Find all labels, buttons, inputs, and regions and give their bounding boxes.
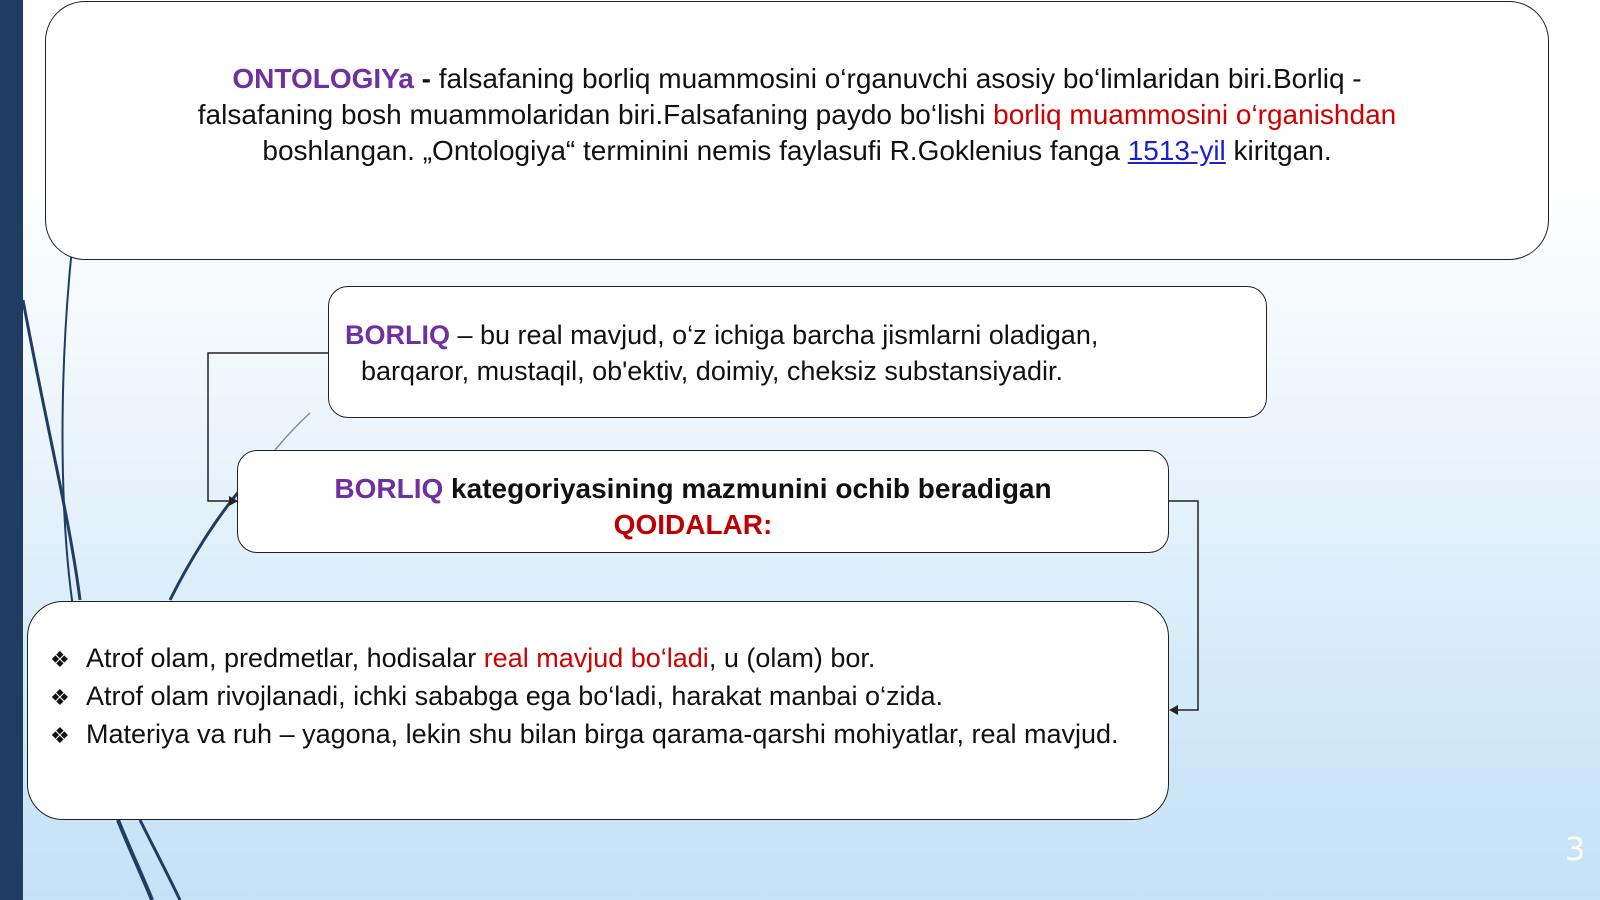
year-link[interactable]: 1513-yil (1127, 135, 1226, 166)
qoidalar-heading-box (237, 450, 1169, 553)
borliq-term: BORLIQ (345, 320, 450, 350)
rule-2-text: Atrof olam rivojlanadi, ichki sababga ega bo‘ladi, harakat manbai o‘zida. (86, 681, 943, 711)
ontologiya-highlight: borliq muammosini o‘rganishdan (993, 99, 1397, 130)
ontologiya-term: ONTOLOGIYa (232, 63, 414, 94)
qoidalar-text: kategoriyasining mazmunini ochib beradigan (443, 473, 1052, 504)
rule-1-highlight: real mavjud bo‘ladi (483, 643, 709, 673)
rule-1-text-b: , u (olam) bor. (708, 643, 876, 673)
borliq-line-1 (345, 317, 1246, 353)
ontologiya-definition-box (45, 1, 1549, 260)
rule-1-text-a: Atrof olam, predmetlar, hodisalar (86, 643, 484, 673)
ontologiya-text-1: falsafaning borliq muammosini o‘rganuvchi asosiy bo‘limlaridan biri.Borliq - falsafaning bosh muammolaridan biri.Falsafaning paydo bo‘lishi (197, 63, 1362, 130)
bullet-icon: ❖ (50, 723, 70, 748)
rule-item-2 (50, 678, 1128, 716)
bullet-icon: ❖ (50, 685, 70, 710)
bullet-icon: ❖ (50, 647, 70, 672)
rules-list-box (27, 601, 1169, 820)
qoidalar-line-1 (238, 471, 1148, 507)
borliq-text: – bu real mavjud, o‘z ichiga barcha jismlarni oladigan, (450, 320, 1099, 350)
borliq-line-2: barqaror, mustaqil, ob'ektiv, doimiy, cheksiz substansiyadir. (361, 356, 1063, 386)
ontologiya-text-2: boshlangan. „Ontologiya“ terminini nemis faylasufi R.Goklenius fanga (262, 135, 1128, 166)
slide-number: 3 (1565, 830, 1586, 868)
qoidalar-term: BORLIQ (334, 473, 444, 504)
ontologiya-text-3: kiritgan. (1225, 135, 1332, 166)
borliq-definition-box (328, 286, 1267, 418)
ontologiya-dash: - (413, 63, 439, 94)
qoidalar-heading: QOIDALAR: (613, 509, 773, 540)
rule-item-1 (50, 640, 1128, 678)
rule-3-text: Materiya va ruh – yagona, lekin shu bilan birga qarama-qarshi mohiyatlar, real mavjud. (86, 719, 1119, 749)
rule-item-3 (50, 716, 1128, 754)
